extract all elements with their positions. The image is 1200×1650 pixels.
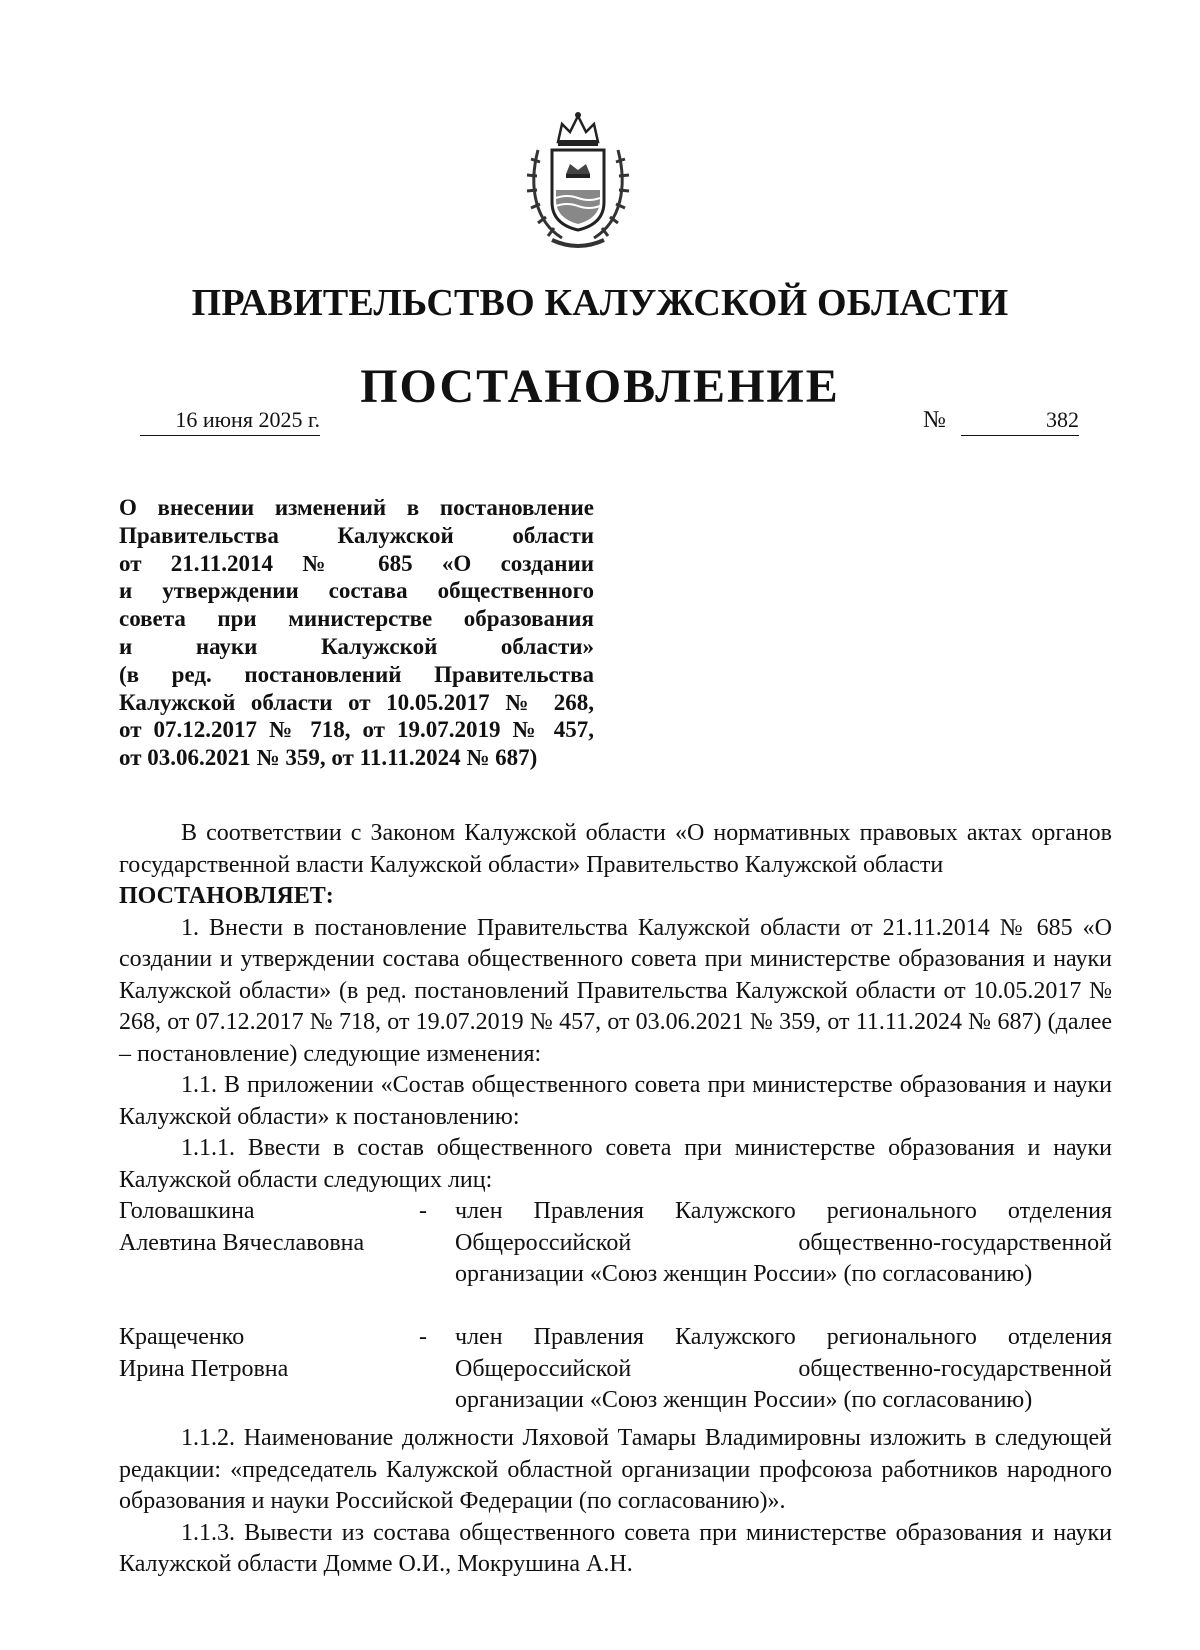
item-1-1-1-paragraph: 1.1.1. Ввести в состав общественного совета при министерстве образования и науки Калужской области следующих лиц: [119, 1135, 1112, 1193]
spacer [119, 1297, 1112, 1322]
item-1-1-3-paragraph: 1.1.3. Вывести из состава общественного совета при министерстве образования и науки Калужской области Домме О.И., Мокрушина А.Н. [119, 1519, 1112, 1577]
coat-of-arms-emblem [522, 110, 634, 254]
member-dash: - [419, 1324, 427, 1350]
document-date: 16 июня 2025 г. [140, 407, 320, 436]
item-1-1-2-paragraph: 1.1.2. Наименование должности Ляховой Тамары Владимировны изложить в следующей редакции: «председатель Калужской областной организации профсоюза работников народного образования и науки Российской Федерации (по согласованию)». [119, 1425, 1112, 1514]
member-entry [119, 1322, 1112, 1423]
member-role [455, 1322, 1112, 1417]
member-dash: - [419, 1198, 427, 1224]
resolves-heading: ПОСТАНОВЛЯЕТ: [119, 883, 334, 909]
item-1-1-paragraph: 1.1. В приложении «Состав общественного совета при министерстве образования и науки Калужской области» к постановлению: [119, 1072, 1112, 1130]
member-role-line: Общероссийской общественно-государственной [455, 1355, 1112, 1382]
subject-line: от 07.12.2017 № 718, от 19.07.2019 № 457, [119, 717, 594, 743]
member-name [119, 1322, 399, 1385]
member-entry [119, 1196, 1112, 1297]
subject-line: и науки Калужской области» [119, 633, 594, 659]
member-surname: Головашкина [119, 1198, 255, 1224]
member-role [455, 1196, 1112, 1291]
subject-block [119, 494, 594, 772]
subject-line: от 03.06.2021 № 359, от 11.11.2024 № 687) [119, 745, 538, 771]
number-label: № [923, 407, 946, 433]
member-given-names: Ирина Петровна [119, 1355, 289, 1382]
member-name [119, 1196, 399, 1259]
member-surname: Кращеченко [119, 1324, 245, 1350]
subject-line: и утверждении состава общественного [119, 578, 594, 604]
document-type-title: ПОСТАНОВЛЕНИЕ [360, 360, 840, 413]
subject-line: (в ред. постановлений Правительства [119, 661, 594, 687]
coat-of-arms-icon [522, 110, 634, 254]
member-given-names: Алевтина Вячеславовна [119, 1229, 365, 1256]
member-role-line: Общероссийской общественно-государственной [455, 1229, 1112, 1256]
preamble-paragraph: В соответствии с Законом Калужской области «О нормативных правовых актах органов государственной власти Калужской области» Правительство Калужской области [119, 820, 1112, 878]
subject-line: Калужской области от 10.05.2017 № 268, [119, 689, 594, 715]
subject-line: от 21.11.2014 № 685 «О создании [119, 550, 594, 576]
member-role-line: организации «Союз женщин России» (по согласованию) [455, 1387, 1033, 1413]
document-number: 382 [961, 407, 1079, 436]
government-title: ПРАВИТЕЛЬСТВО КАЛУЖСКОЙ ОБЛАСТИ [191, 282, 1009, 324]
item-1-paragraph: 1. Внести в постановление Правительства Калужской области от 21.11.2014 № 685 «О создании и утверждении состава общественного совета при министерстве образования и науки Калужской области» (в ред. постановлений Правительства Калужской области от 10.05.2017 № 268, от 07.12.2017 № 718, от 19.07.2019 № 457, от 03.06.2021 № 359, от 11.11.2024 № 687) (далее – постановление) следующие изменения: [119, 914, 1112, 1067]
member-role-line: организации «Союз женщин России» (по согласованию) [455, 1261, 1033, 1287]
subject-line: совета при министерстве образования [119, 606, 594, 632]
member-role-line: член Правления Калужского регионального отделения [455, 1198, 1112, 1224]
subject-line: О внесении изменений в постановление [119, 495, 594, 520]
member-role-line: член Правления Калужского регионального отделения [455, 1324, 1112, 1350]
subject-line: Правительства Калужской области [119, 522, 594, 548]
document-body [119, 818, 1112, 1581]
